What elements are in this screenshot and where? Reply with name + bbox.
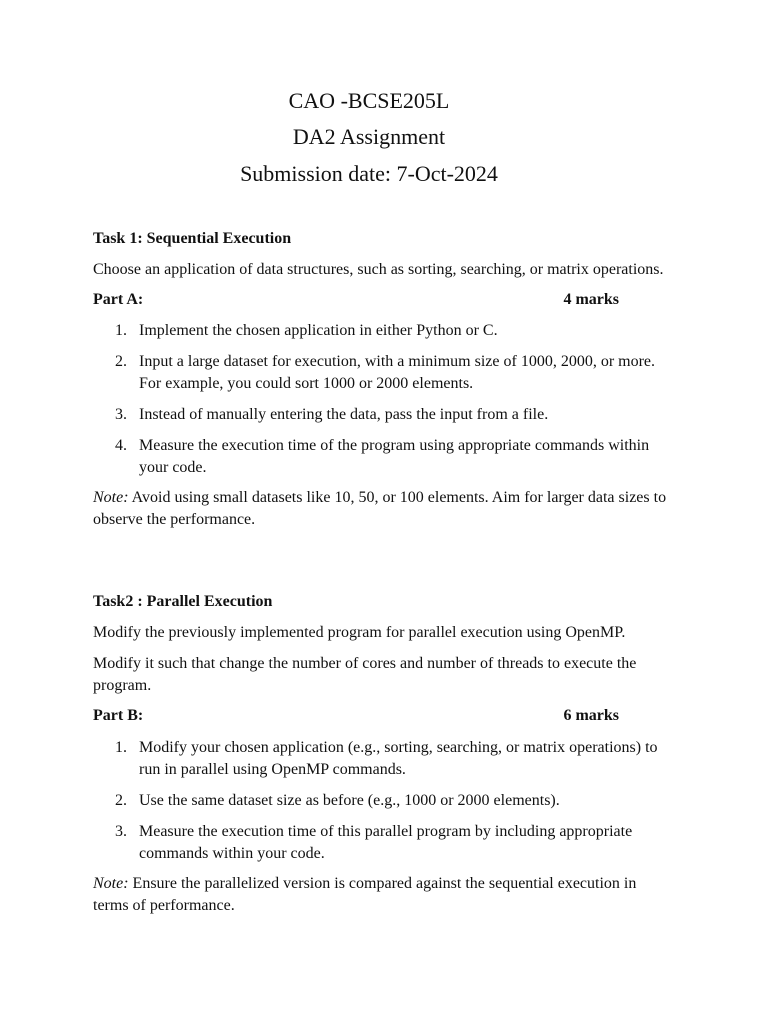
list-item — [93, 790, 673, 812]
list-item — [93, 404, 673, 426]
task2-intro-1: Modify the previously implemented program for parallel execution using OpenMP. — [93, 624, 626, 641]
list-number: 2. — [115, 353, 127, 370]
part-b-label: Part B: — [93, 707, 144, 724]
course-code: CAO -BCSE205L — [288, 88, 450, 113]
part-a-row — [93, 289, 673, 311]
list-text: Measure the execution time of this parallel program by including appropriate commands within your code. — [139, 823, 633, 862]
list-number: 2. — [115, 792, 127, 809]
task2-steps — [93, 737, 673, 865]
note-text: Avoid using small datasets like 10, 50, or 100 elements. Aim for larger data sizes to observe the performance. — [93, 489, 667, 528]
list-text: Implement the chosen application in either Python or C. — [139, 322, 498, 339]
note-label: Note: — [93, 875, 129, 892]
list-item — [93, 737, 673, 781]
list-item — [93, 351, 673, 395]
task2-intro-2: Modify it such that change the number of cores and number of threads to execute the program. — [93, 655, 637, 694]
note-text: Ensure the parallelized version is compared against the sequential execution in terms of performance. — [93, 875, 637, 914]
list-item — [93, 435, 673, 479]
list-number: 1. — [115, 739, 127, 756]
list-text: Instead of manually entering the data, pass the input from a file. — [139, 406, 549, 423]
assignment-title: DA2 Assignment — [292, 124, 446, 149]
list-number: 3. — [115, 823, 127, 840]
task2-title: Task2 : Parallel Execution — [93, 593, 273, 610]
part-b-marks: 6 marks — [563, 707, 619, 724]
list-item — [93, 821, 673, 865]
task1-section — [93, 228, 673, 531]
task1-intro: Choose an application of data structures, such as sorting, searching, or matrix operations. — [93, 261, 664, 278]
task2-note — [93, 873, 673, 917]
list-item — [93, 320, 673, 342]
list-text: Modify your chosen application (e.g., sorting, searching, or matrix operations) to run in parallel using OpenMP commands. — [139, 739, 658, 778]
list-text: Use the same dataset size as before (e.g., 1000 or 2000 elements). — [139, 792, 560, 809]
part-a-label: Part A: — [93, 291, 144, 308]
list-number: 4. — [115, 437, 127, 454]
task1-title: Task 1: Sequential Execution — [93, 230, 292, 247]
list-text: Measure the execution time of the program using appropriate commands within your code. — [139, 437, 650, 476]
submission-date: Submission date: 7-Oct-2024 — [240, 161, 498, 186]
note-label: Note: — [93, 489, 129, 506]
task1-steps — [93, 320, 673, 479]
list-number: 3. — [115, 406, 127, 423]
part-a-marks: 4 marks — [563, 291, 619, 308]
task2-section — [93, 591, 673, 917]
task1-note — [93, 487, 673, 531]
list-number: 1. — [115, 322, 127, 339]
list-text: Input a large dataset for execution, with a minimum size of 1000, 2000, or more. For example, you could sort 1000 or 2000 elements. — [139, 353, 656, 392]
part-b-row — [93, 705, 673, 727]
